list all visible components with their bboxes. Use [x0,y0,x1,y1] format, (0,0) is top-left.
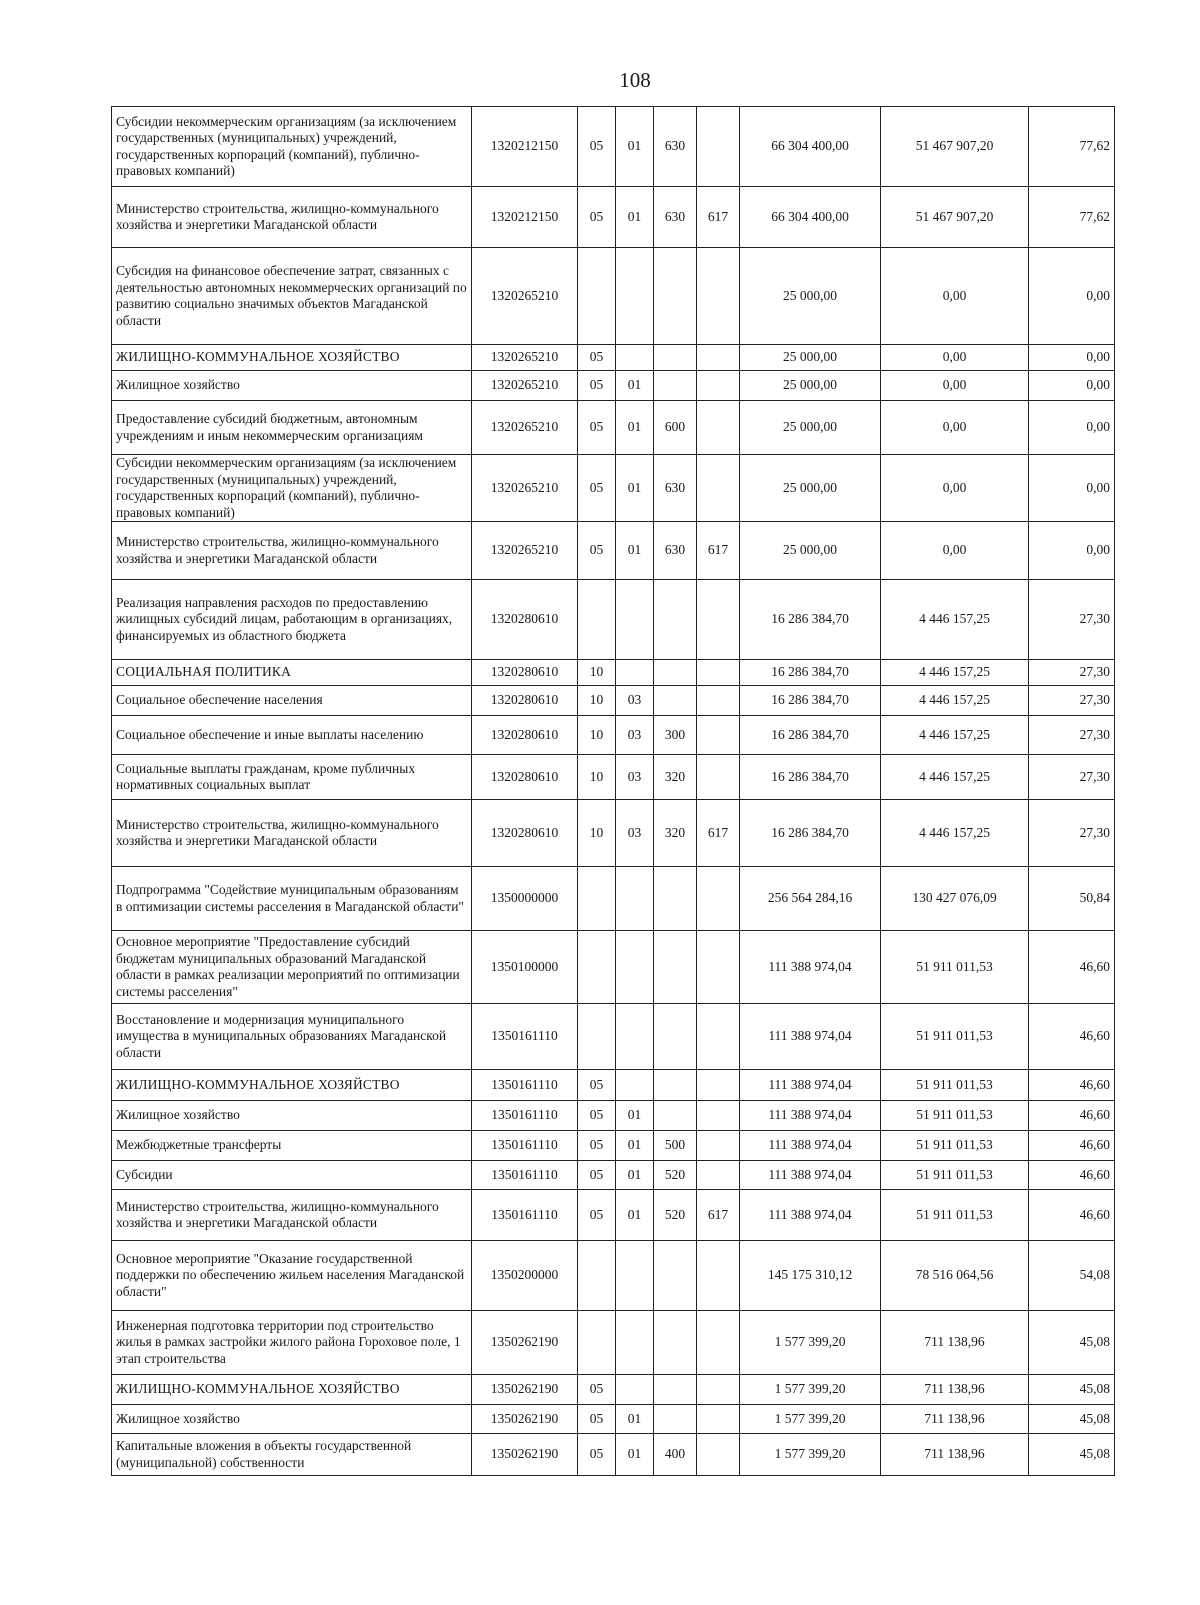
row-expense-type: 320 [654,800,697,867]
row-name: Министерство строительства, жилищно-коммунального хозяйства и энергетики Магаданской области [112,1190,472,1241]
table-row [112,371,1115,401]
row-name: Восстановление и модернизация муниципального имущества в муниципальных образованиях Магаданской области [112,1004,472,1070]
row-code: 1320265210 [472,371,578,401]
row-plan-amount: 1 577 399,20 [740,1434,881,1476]
row-plan-amount: 66 304 400,00 [740,187,881,248]
row-razdel: 05 [578,1434,616,1476]
row-podrazdel [616,248,654,345]
row-name: Министерство строительства, жилищно-коммунального хозяйства и энергетики Магаданской области [112,522,472,580]
row-name: Министерство строительства, жилищно-коммунального хозяйства и энергетики Магаданской области [112,187,472,248]
row-fact-amount: 4 446 157,25 [881,800,1029,867]
row-razdel: 05 [578,1161,616,1190]
row-code: 1320280610 [472,755,578,800]
table-row [112,1311,1115,1375]
row-name: Субсидия на финансовое обеспечение затрат, связанных с деятельностью автономных некоммерческих организаций по развитию социально значимых объектов Магаданской области [112,248,472,345]
row-fact-amount: 711 138,96 [881,1311,1029,1375]
row-name: Основное мероприятие "Предоставление субсидий бюджетам муниципальных образований Магаданской области в рамках реализации мероприятий по оптимизации системы расселения" [112,931,472,1004]
row-plan-amount: 25 000,00 [740,345,881,371]
row-podrazdel: 01 [616,455,654,522]
row-percent: 0,00 [1029,401,1115,455]
row-razdel: 05 [578,522,616,580]
row-podrazdel [616,1241,654,1311]
row-fact-amount: 51 911 011,53 [881,1190,1029,1241]
row-plan-amount: 145 175 310,12 [740,1241,881,1311]
row-fact-amount: 0,00 [881,371,1029,401]
row-name: Инженерная подготовка территории под строительство жилья в рамках застройки жилого района Гороховое поле, 1 этап строительства [112,1311,472,1375]
row-razdel: 05 [578,1101,616,1131]
row-podrazdel [616,1070,654,1101]
row-razdel: 05 [578,1131,616,1161]
row-fact-amount: 51 911 011,53 [881,1161,1029,1190]
row-grbs [697,371,740,401]
table-row [112,1101,1115,1131]
row-grbs [697,686,740,716]
row-plan-amount: 111 388 974,04 [740,1131,881,1161]
row-razdel [578,867,616,931]
row-percent: 27,30 [1029,580,1115,660]
row-percent: 46,60 [1029,1161,1115,1190]
row-plan-amount: 111 388 974,04 [740,1161,881,1190]
row-razdel [578,1311,616,1375]
table-row [112,401,1115,455]
row-grbs [697,931,740,1004]
row-name: Министерство строительства, жилищно-коммунального хозяйства и энергетики Магаданской области [112,800,472,867]
row-fact-amount: 78 516 064,56 [881,1241,1029,1311]
row-podrazdel: 01 [616,1434,654,1476]
budget-table [111,106,1115,1476]
row-name: ЖИЛИЩНО-КОММУНАЛЬНОЕ ХОЗЯЙСТВО [112,345,472,371]
row-expense-type [654,686,697,716]
row-code: 1350200000 [472,1241,578,1311]
row-percent: 27,30 [1029,716,1115,755]
row-expense-type [654,345,697,371]
row-expense-type [654,660,697,686]
row-fact-amount: 51 911 011,53 [881,1101,1029,1131]
row-expense-type: 630 [654,187,697,248]
row-podrazdel: 01 [616,401,654,455]
row-plan-amount: 16 286 384,70 [740,580,881,660]
row-fact-amount: 711 138,96 [881,1375,1029,1405]
table-row [112,1070,1115,1101]
row-code: 1350161110 [472,1070,578,1101]
row-podrazdel [616,345,654,371]
row-name: Жилищное хозяйство [112,1101,472,1131]
row-fact-amount: 0,00 [881,248,1029,345]
table-row [112,1004,1115,1070]
row-percent: 77,62 [1029,107,1115,187]
row-plan-amount: 1 577 399,20 [740,1311,881,1375]
row-grbs [697,248,740,345]
table-row [112,107,1115,187]
row-name: Социальное обеспечение и иные выплаты населению [112,716,472,755]
row-grbs [697,1434,740,1476]
row-code: 1350262190 [472,1311,578,1375]
table-row [112,455,1115,522]
row-percent: 0,00 [1029,522,1115,580]
row-fact-amount: 0,00 [881,345,1029,371]
row-plan-amount: 1 577 399,20 [740,1405,881,1434]
row-fact-amount: 51 911 011,53 [881,1004,1029,1070]
row-name: Реализация направления расходов по предоставлению жилищных субсидий лицам, работающим в организациях, финансируемых из областного бюджета [112,580,472,660]
row-code: 1350161110 [472,1101,578,1131]
row-podrazdel [616,660,654,686]
row-percent: 0,00 [1029,248,1115,345]
row-plan-amount: 25 000,00 [740,522,881,580]
table-row [112,716,1115,755]
row-expense-type [654,1375,697,1405]
row-expense-type [654,1070,697,1101]
row-plan-amount: 111 388 974,04 [740,1004,881,1070]
row-code: 1350161110 [472,1131,578,1161]
row-grbs [697,345,740,371]
row-percent: 27,30 [1029,660,1115,686]
row-name: СОЦИАЛЬНАЯ ПОЛИТИКА [112,660,472,686]
row-name: Межбюджетные трансферты [112,1131,472,1161]
row-grbs [697,107,740,187]
row-podrazdel [616,931,654,1004]
row-name: Капитальные вложения в объекты государственной (муниципальной) собственности [112,1434,472,1476]
table-row [112,1190,1115,1241]
row-plan-amount: 16 286 384,70 [740,800,881,867]
row-fact-amount: 4 446 157,25 [881,686,1029,716]
row-expense-type [654,1004,697,1070]
row-razdel: 05 [578,401,616,455]
row-code: 1320280610 [472,800,578,867]
row-grbs [697,1004,740,1070]
row-percent: 0,00 [1029,345,1115,371]
row-expense-type [654,580,697,660]
row-fact-amount: 51 467 907,20 [881,187,1029,248]
row-expense-type: 400 [654,1434,697,1476]
row-plan-amount: 111 388 974,04 [740,1101,881,1131]
row-expense-type [654,1311,697,1375]
page-number: 108 [619,68,651,92]
row-razdel: 10 [578,716,616,755]
row-grbs [697,1241,740,1311]
row-plan-amount: 16 286 384,70 [740,755,881,800]
row-plan-amount: 256 564 284,16 [740,867,881,931]
row-code: 1320280610 [472,580,578,660]
row-razdel: 10 [578,800,616,867]
row-name: Социальное обеспечение населения [112,686,472,716]
table-row [112,1241,1115,1311]
row-fact-amount: 4 446 157,25 [881,755,1029,800]
row-plan-amount: 16 286 384,70 [740,686,881,716]
row-percent: 27,30 [1029,686,1115,716]
row-razdel [578,248,616,345]
row-plan-amount: 111 388 974,04 [740,1070,881,1101]
row-percent: 45,08 [1029,1434,1115,1476]
row-podrazdel [616,1375,654,1405]
row-name: Жилищное хозяйство [112,1405,472,1434]
row-name: Субсидии некоммерческим организациям (за исключением государственных (муниципальных) учреждений, государственных корпораций (компаний), публично-правовых компаний) [112,455,472,522]
row-podrazdel: 01 [616,371,654,401]
row-plan-amount: 16 286 384,70 [740,660,881,686]
row-percent: 46,60 [1029,1101,1115,1131]
row-grbs [697,1101,740,1131]
row-expense-type [654,867,697,931]
row-fact-amount: 0,00 [881,522,1029,580]
row-podrazdel: 01 [616,1161,654,1190]
row-razdel: 10 [578,755,616,800]
row-name: Субсидии [112,1161,472,1190]
row-fact-amount: 51 911 011,53 [881,931,1029,1004]
row-expense-type [654,248,697,345]
table-row [112,345,1115,371]
row-code: 1350262190 [472,1405,578,1434]
row-razdel: 05 [578,1190,616,1241]
row-grbs: 617 [697,1190,740,1241]
table-row [112,1375,1115,1405]
row-percent: 54,08 [1029,1241,1115,1311]
row-grbs [697,1131,740,1161]
row-percent: 0,00 [1029,371,1115,401]
row-code: 1350161110 [472,1161,578,1190]
row-plan-amount: 25 000,00 [740,455,881,522]
row-podrazdel: 03 [616,686,654,716]
row-razdel: 05 [578,187,616,248]
row-name: Социальные выплаты гражданам, кроме публичных нормативных социальных выплат [112,755,472,800]
row-razdel [578,1241,616,1311]
row-plan-amount: 1 577 399,20 [740,1375,881,1405]
row-percent: 0,00 [1029,455,1115,522]
row-percent: 27,30 [1029,755,1115,800]
row-code: 1320265210 [472,522,578,580]
row-expense-type: 630 [654,455,697,522]
row-podrazdel: 03 [616,716,654,755]
row-expense-type: 630 [654,107,697,187]
row-expense-type [654,1101,697,1131]
row-grbs [697,867,740,931]
row-podrazdel: 01 [616,187,654,248]
row-code: 1320265210 [472,455,578,522]
table-row [112,1434,1115,1476]
row-expense-type: 500 [654,1131,697,1161]
table-row [112,1131,1115,1161]
row-code: 1320280610 [472,660,578,686]
row-fact-amount: 0,00 [881,401,1029,455]
row-code: 1350262190 [472,1375,578,1405]
row-fact-amount: 130 427 076,09 [881,867,1029,931]
row-razdel: 05 [578,371,616,401]
row-podrazdel: 03 [616,800,654,867]
row-plan-amount: 25 000,00 [740,248,881,345]
row-podrazdel: 01 [616,1190,654,1241]
row-grbs [697,1161,740,1190]
row-fact-amount: 51 911 011,53 [881,1070,1029,1101]
row-code: 1320212150 [472,187,578,248]
row-percent: 46,60 [1029,1070,1115,1101]
row-grbs: 617 [697,187,740,248]
row-plan-amount: 66 304 400,00 [740,107,881,187]
row-razdel: 10 [578,686,616,716]
row-podrazdel [616,1004,654,1070]
row-percent: 50,84 [1029,867,1115,931]
row-plan-amount: 111 388 974,04 [740,1190,881,1241]
row-code: 1320280610 [472,686,578,716]
row-code: 1350262190 [472,1434,578,1476]
row-razdel: 05 [578,107,616,187]
row-podrazdel: 01 [616,1101,654,1131]
row-grbs: 617 [697,800,740,867]
row-razdel [578,931,616,1004]
row-percent: 46,60 [1029,1004,1115,1070]
row-expense-type [654,1241,697,1311]
row-code: 1320212150 [472,107,578,187]
row-grbs: 617 [697,522,740,580]
row-grbs [697,1375,740,1405]
table-row [112,1405,1115,1434]
table-row [112,800,1115,867]
row-grbs [697,755,740,800]
table-row [112,580,1115,660]
row-name: Субсидии некоммерческим организациям (за исключением государственных (муниципальных) учреждений, государственных корпораций (компаний), публично-правовых компаний) [112,107,472,187]
table-row [112,931,1115,1004]
row-percent: 77,62 [1029,187,1115,248]
row-code: 1320265210 [472,401,578,455]
row-grbs [697,401,740,455]
row-razdel: 05 [578,345,616,371]
table-row [112,755,1115,800]
table-row [112,248,1115,345]
row-podrazdel [616,867,654,931]
table-body [112,107,1115,1476]
row-podrazdel [616,580,654,660]
row-code: 1350161110 [472,1190,578,1241]
row-expense-type: 300 [654,716,697,755]
row-razdel: 10 [578,660,616,686]
row-expense-type: 630 [654,522,697,580]
row-razdel [578,1004,616,1070]
row-grbs [697,1070,740,1101]
row-name: Жилищное хозяйство [112,371,472,401]
row-podrazdel: 01 [616,1131,654,1161]
row-percent: 45,08 [1029,1405,1115,1434]
row-razdel: 05 [578,455,616,522]
row-name: Предоставление субсидий бюджетным, автономным учреждениям и иным некоммерческим организациям [112,401,472,455]
table-row [112,1161,1115,1190]
row-plan-amount: 25 000,00 [740,401,881,455]
row-plan-amount: 111 388 974,04 [740,931,881,1004]
row-expense-type: 520 [654,1190,697,1241]
row-razdel: 05 [578,1405,616,1434]
row-name: ЖИЛИЩНО-КОММУНАЛЬНОЕ ХОЗЯЙСТВО [112,1070,472,1101]
row-fact-amount: 711 138,96 [881,1405,1029,1434]
row-grbs [697,1405,740,1434]
row-expense-type: 320 [654,755,697,800]
row-podrazdel: 01 [616,522,654,580]
row-fact-amount: 4 446 157,25 [881,660,1029,686]
row-expense-type [654,371,697,401]
row-fact-amount: 4 446 157,25 [881,716,1029,755]
row-podrazdel: 03 [616,755,654,800]
row-grbs [697,716,740,755]
row-fact-amount: 51 467 907,20 [881,107,1029,187]
row-plan-amount: 25 000,00 [740,371,881,401]
table-row [112,867,1115,931]
row-fact-amount: 0,00 [881,455,1029,522]
row-podrazdel [616,1311,654,1375]
row-code: 1320265210 [472,248,578,345]
row-grbs [697,455,740,522]
row-plan-amount: 16 286 384,70 [740,716,881,755]
row-podrazdel: 01 [616,1405,654,1434]
row-fact-amount: 711 138,96 [881,1434,1029,1476]
table-row [112,522,1115,580]
row-percent: 46,60 [1029,931,1115,1004]
row-name: Основное мероприятие "Оказание государственной поддержки по обеспечению жильем населения Магаданской области" [112,1241,472,1311]
table-row [112,660,1115,686]
row-grbs [697,660,740,686]
row-razdel [578,580,616,660]
row-podrazdel: 01 [616,107,654,187]
row-percent: 27,30 [1029,800,1115,867]
row-name: Подпрограмма "Содействие муниципальным образованиям в оптимизации системы расселения в Магаданской области" [112,867,472,931]
row-fact-amount: 51 911 011,53 [881,1131,1029,1161]
row-code: 1320265210 [472,345,578,371]
row-code: 1320280610 [472,716,578,755]
row-grbs [697,580,740,660]
row-expense-type: 600 [654,401,697,455]
row-percent: 46,60 [1029,1190,1115,1241]
row-razdel: 05 [578,1375,616,1405]
row-percent: 45,08 [1029,1311,1115,1375]
row-razdel: 05 [578,1070,616,1101]
row-percent: 46,60 [1029,1131,1115,1161]
row-code: 1350161110 [472,1004,578,1070]
table-row [112,686,1115,716]
row-percent: 45,08 [1029,1375,1115,1405]
row-expense-type [654,931,697,1004]
row-grbs [697,1311,740,1375]
table-row [112,187,1115,248]
row-expense-type [654,1405,697,1434]
row-name: ЖИЛИЩНО-КОММУНАЛЬНОЕ ХОЗЯЙСТВО [112,1375,472,1405]
row-code: 1350100000 [472,931,578,1004]
row-code: 1350000000 [472,867,578,931]
row-expense-type: 520 [654,1161,697,1190]
row-fact-amount: 4 446 157,25 [881,580,1029,660]
